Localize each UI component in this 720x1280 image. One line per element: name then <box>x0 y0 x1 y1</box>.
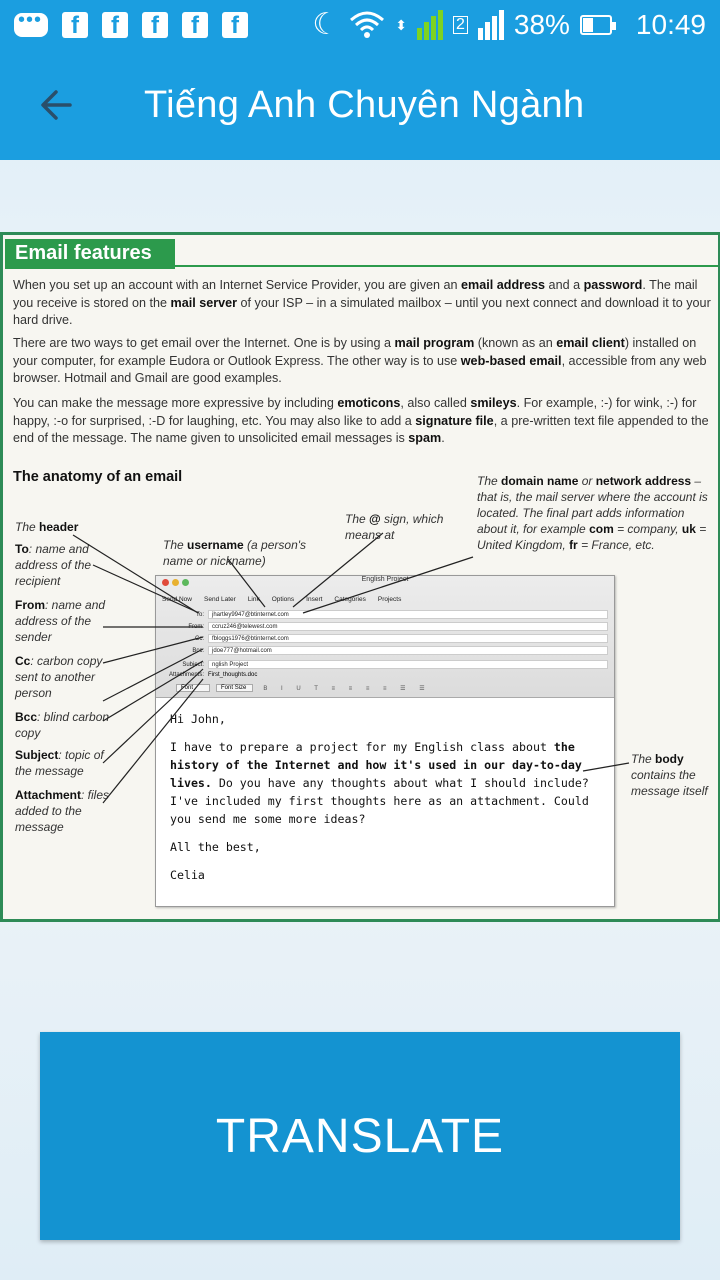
email-window-title: English Project <box>361 576 409 583</box>
toolbar-item: Projects <box>377 595 402 603</box>
wifi-icon <box>349 10 385 40</box>
doc-paragraph: You can make the message more expressive by including emoticons, also called smileys. For example, :-) for wink, :-) for happy, :-o for surprised, :-D for laughing, etc. You may also like to add a signature file, a pre-written text file appended to the end of the message. The name given to unsolicited email messages is spam. <box>13 396 709 445</box>
facebook-notification-icon: f <box>222 12 248 38</box>
font-size-select: Font Size <box>216 684 253 692</box>
email-body <box>170 710 600 894</box>
email-greeting: Hi John, <box>170 712 226 726</box>
doc-paragraph: There are two ways to get email over the Internet. One is by using a mail program (known as an email client) installed on your computer, for example Eudora or Outlook Express. The other way is to use web-based email, accessible from any web browser. Hotmail and Gmail are good examples. <box>13 336 707 385</box>
email-field-from <box>162 622 608 631</box>
facebook-notification-icon: f <box>142 12 168 38</box>
toolbar-item: Options <box>271 595 295 603</box>
format-buttons: B I U T ≡ ≡ ≡ ≡ ☰ ☰ <box>263 685 431 692</box>
page-title: Tiếng Anh Chuyên Ngành <box>144 83 585 126</box>
notification-icons <box>14 12 248 38</box>
chat-notification-icon <box>14 13 48 37</box>
clock: 10:49 <box>635 9 706 40</box>
facebook-notification-icon: f <box>102 12 128 38</box>
field-value: jdoe777@hotmail.com <box>208 646 608 655</box>
note-header: The header <box>15 520 79 534</box>
note-cc: Cc: carbon copy sent to another person <box>15 654 103 700</box>
facebook-notification-icon: f <box>62 12 88 38</box>
email-field-attachments <box>162 672 257 678</box>
status-bar <box>0 0 720 50</box>
sim2-label: 2 <box>453 16 468 34</box>
note-username: The username (a person's name or nickname) <box>163 538 307 568</box>
email-field-cc <box>162 634 608 643</box>
anatomy-title: The anatomy of an email <box>13 469 183 485</box>
battery-icon <box>580 15 612 35</box>
note-domain: The domain name or network address – that is, the mail server where the account is located. The final part adds information about it, for example com = company, uk = United Kingdom, fr = France, etc. <box>477 474 708 552</box>
field-label: From: <box>188 623 204 630</box>
translate-button[interactable]: TRANSLATE <box>40 1032 680 1240</box>
back-button[interactable] <box>26 75 86 135</box>
email-toolbar <box>156 590 614 608</box>
data-arrows-icon: ⬍ <box>395 17 407 33</box>
email-text: I have to prepare a project for my English class about the history of the Internet and how it's used in our day-to-day lives. Do you have any thoughts about what I should include? I've included my first thoughts here as an attachment. Could you send me some more ideas? <box>170 740 589 826</box>
field-value: fbloggs1976@btinternet.com <box>208 634 608 643</box>
field-label: To: <box>195 611 204 618</box>
note-bcc: Bcc: blind carbon copy <box>15 710 110 740</box>
email-window-illustration <box>155 575 615 907</box>
email-field-bcc <box>162 646 608 655</box>
note-at-sign: The @ sign, which means at <box>345 512 444 542</box>
app-bar <box>0 50 720 160</box>
document-heading: Email features <box>5 239 175 269</box>
battery-percent: 38% <box>513 9 570 40</box>
signal-sim2-icon <box>478 10 504 40</box>
field-label: Bcc: <box>192 647 204 654</box>
email-closing: All the best, <box>170 840 261 854</box>
toolbar-item: Send Now <box>162 595 192 603</box>
field-label: Subject: <box>182 661 204 668</box>
note-body: The body contains the message itself <box>631 752 708 798</box>
email-field-subject <box>162 660 608 669</box>
field-label: Attachments: <box>168 672 204 678</box>
toolbar-item: Categories <box>334 595 366 603</box>
doc-paragraph: When you set up an account with an Internet Service Provider, you are given an email address and a password. The mail you receive is stored on the mail server of your ISP – in a simulated mailbox – until you next connect and download it to your hard drive. <box>13 278 711 327</box>
window-controls <box>162 579 189 586</box>
field-value: First_thoughts.doc <box>208 672 258 678</box>
note-from: From: name and address of the sender <box>15 598 106 644</box>
field-value: jhartley9947@btinternet.com <box>208 610 608 619</box>
note-subject: Subject: topic of the message <box>15 748 104 778</box>
toolbar-item: Insert <box>306 595 323 603</box>
scanned-document-image <box>0 232 720 922</box>
field-value: nglish Project <box>208 660 608 669</box>
note-attachment: Attachment: files added to the message <box>15 788 110 834</box>
system-icons <box>312 9 706 41</box>
do-not-disturb-icon: ☾ <box>312 8 340 41</box>
font-select: Font <box>176 684 210 692</box>
toolbar-item: Send Later <box>204 595 236 603</box>
field-label: Cc: <box>195 635 204 642</box>
signal-sim1-icon <box>417 10 443 40</box>
heading-rule <box>175 265 720 267</box>
toolbar-item: Link <box>247 595 260 603</box>
field-value: ccruz246@telewest.com <box>208 622 608 631</box>
email-window-titlebar <box>156 576 614 590</box>
note-to: To: name and address of the recipient <box>15 542 92 588</box>
email-format-bar <box>176 684 431 692</box>
email-header-area <box>156 576 614 698</box>
email-field-to <box>162 610 608 619</box>
arrow-left-icon <box>38 87 74 123</box>
email-signature: Celia <box>170 868 205 882</box>
facebook-notification-icon: f <box>182 12 208 38</box>
